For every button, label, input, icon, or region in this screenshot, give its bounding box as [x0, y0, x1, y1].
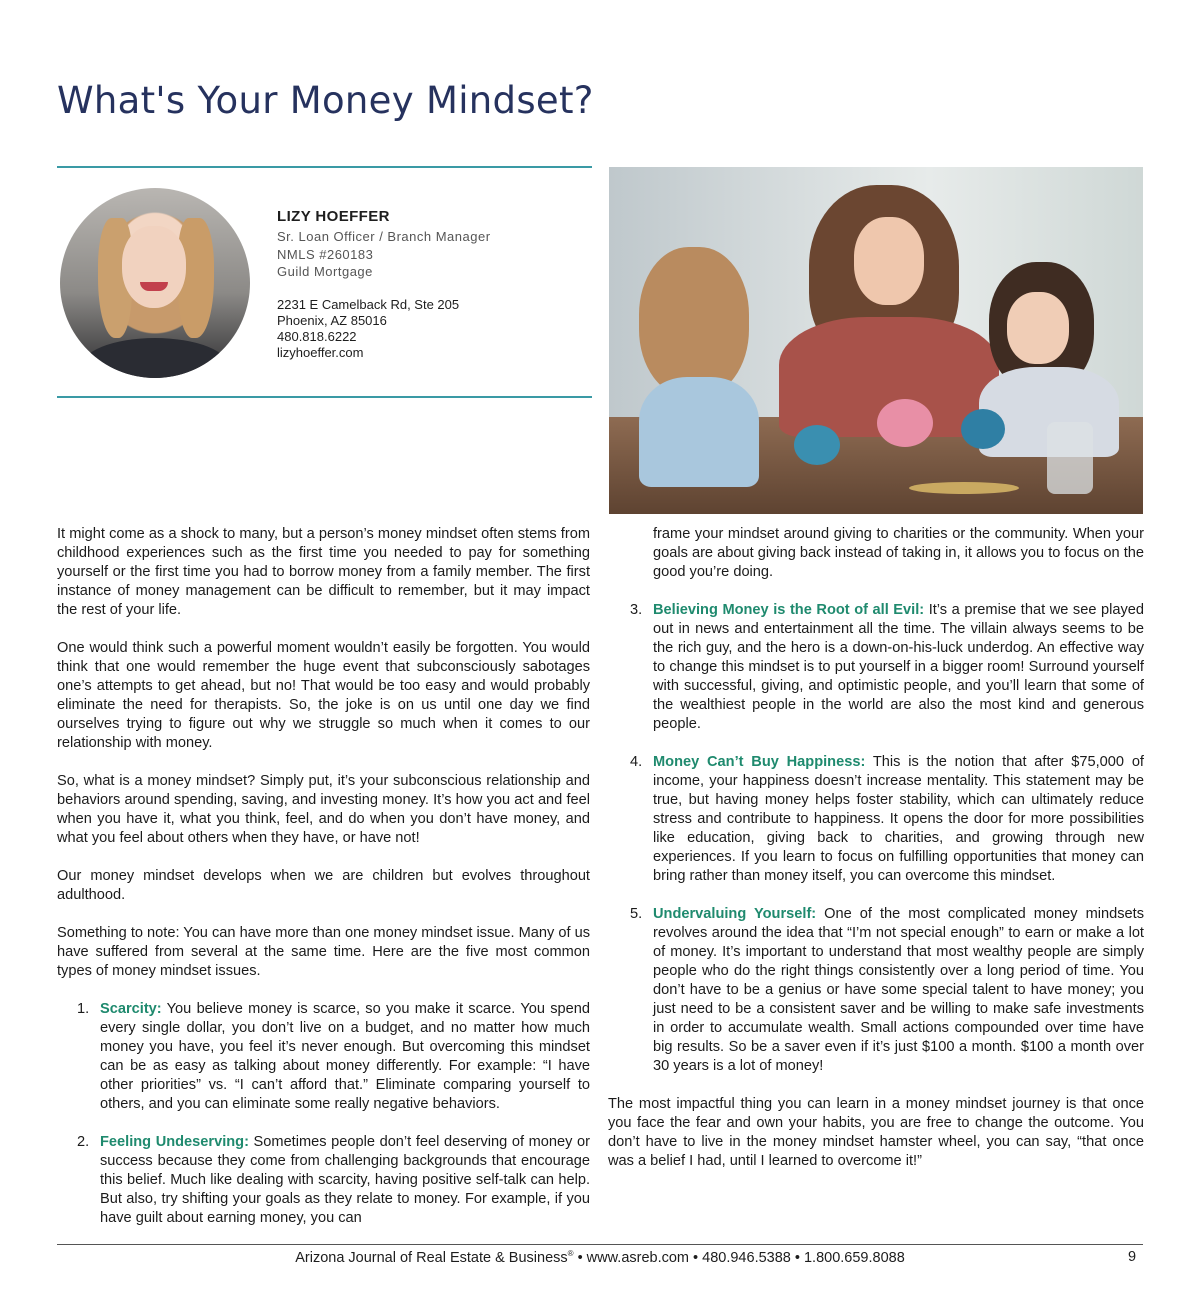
author-website: lizyhoeffer.com	[277, 344, 364, 360]
author-nmls: NMLS #260183	[277, 246, 374, 262]
list-item: 4. Money Can’t Buy Happiness: This is the notion that after $75,000 of income, your happiness doesn’t increase mentality. This statement may be true, but having money helps foster stability, which can ultimately reduce stress and contribute to happiness. It opens the door for more possibilities like education, giving back to charities, and growing through new experiences. If you learn to focus on fulfilling opportunities that money can bring rather than money itself, you can overcome this mindset.	[630, 754, 1144, 884]
list-heading: Undervaluing Yourself:	[653, 906, 817, 922]
author-phone: 480.818.6222	[277, 328, 357, 344]
list-item: 1. Scarcity: You believe money is scarce, so you make it scarce. You spend every single dollar, you don’t live on a budget, and no matter how much money you have, you feel it’s never enough. But overcoming this mindset can be as easy as talking about money differently. For example: “I have other priorities” vs. “I can’t afford that.” Eliminate comparing yourself to others, and you can eliminate some really negative behaviors.	[77, 1001, 590, 1112]
closing-paragraph: The most impactful thing you can learn in a money mindset journey is that once you face the fear and own your habits, you are free to change the outcome. You don’t have to live in the money mindset hamster wheel, you can say, “that once was a belief I had, until I learned to overcome it!”	[608, 1096, 1144, 1169]
list-heading: Scarcity:	[100, 1001, 162, 1017]
publication-name: Arizona Journal of Real Estate & Business	[295, 1249, 568, 1266]
paragraph: Something to note: You can have more than one money mindset issue. Many of us have suffered from several at the same time. Here are the five most common types of money mindset issues.	[57, 925, 590, 979]
list-item: 5. Undervaluing Yourself: One of the most complicated money mindsets revolves around the idea that “I’m not special enough” to earn or make a lot of money. It’s important to understand that most wealthy people are simply people who do the right things consistently over a long period of time. You don’t have to be a genius or have some special talent to have money; you just need to be a consistent saver and be willing to make safe investments in order to accumulate wealth. Small actions compounded over time have big results. So be a saver even if it’s just $100 a month. $100 a month over 30 years is a lot of money!	[630, 906, 1144, 1074]
author-company: Guild Mortgage	[277, 264, 373, 279]
page-number: 9	[1128, 1249, 1137, 1265]
right-column	[608, 525, 1144, 1171]
page-title: What's Your Money Mindset?	[57, 78, 594, 122]
list-item: 3. Believing Money is the Root of all Evil: It’s a premise that we see played out in news and entertainment all the time. The villain always seems to be the rich guy, and the hero is a down-on-his-luck underdog. An effective way to change this mindset is to put yourself in a bigger room! Surround yourself with successful, giving, and optimistic people, and you’ll learn that some of the wealthiest people in the world are also the most kind and generous people.	[630, 602, 1144, 732]
list-heading: Believing Money is the Root of all Evil:	[653, 602, 925, 618]
list-item-continued: frame your mindset around giving to charities or the community. When your goals are about giving back instead of taking in, it allows you to focus on the good you’re doing.	[653, 526, 1144, 580]
author-role: Sr. Loan Officer / Branch Manager	[277, 229, 491, 244]
family-piggy-bank-photo	[609, 167, 1143, 514]
bottom-divider	[57, 396, 592, 398]
paragraph: So, what is a money mindset? Simply put, it’s your subconscious relationship and behaviors around spending, saving, and investing money. It’s how you act and feel when you have it, what you think, feel, and do when you don’t have money, and what you feel about others when they have, or have not!	[57, 773, 590, 846]
author-address-line2: Phoenix, AZ 85016	[277, 312, 387, 328]
author-address-line1: 2231 E Camelback Rd, Ste 205	[277, 296, 460, 312]
footer-contact: • www.asreb.com • 480.946.5388 • 1.800.659.8088	[573, 1249, 905, 1266]
paragraph: One would think such a powerful moment wouldn’t easily be forgotten. You would think that one would remember the huge event that subconsciously sabotages one’s attempts to get ahead, but no! That would be too easy and would probably eliminate the need for therapists. So, the joke is on us until one day we find ourselves trying to figure out why we struggle so much when it comes to our relationship with money.	[57, 640, 590, 751]
list-item: 2. Feeling Undeserving: Sometimes people don’t feel deserving of money or success because they come from challenging backgrounds that encourage this belief. Much like dealing with scarcity, having positive self-talk can help. But also, try shifting your goals as they relate to money. For example, if you have guilt about earning money, you can	[77, 1134, 590, 1226]
paragraph: It might come as a shock to many, but a person’s money mindset often stems from childhood experiences such as the first time you needed to pay for something yourself or the first time you had to borrow money from a family member. The first instance of money management can be difficult to remember, but it may impact the rest of your life.	[57, 526, 590, 618]
author-photo	[60, 188, 250, 378]
left-column	[57, 525, 590, 1228]
top-divider	[57, 166, 592, 168]
paragraph: Our money mindset develops when we are children but evolves throughout adulthood.	[57, 868, 590, 903]
list-heading: Feeling Undeserving:	[100, 1134, 249, 1150]
author-name: LIZY HOEFFER	[277, 208, 390, 225]
footer	[0, 1249, 1200, 1266]
author-block	[277, 208, 491, 361]
footer-divider	[57, 1244, 1143, 1245]
list-heading: Money Can’t Buy Happiness:	[653, 754, 866, 770]
registered-mark: ®	[567, 1249, 574, 1258]
